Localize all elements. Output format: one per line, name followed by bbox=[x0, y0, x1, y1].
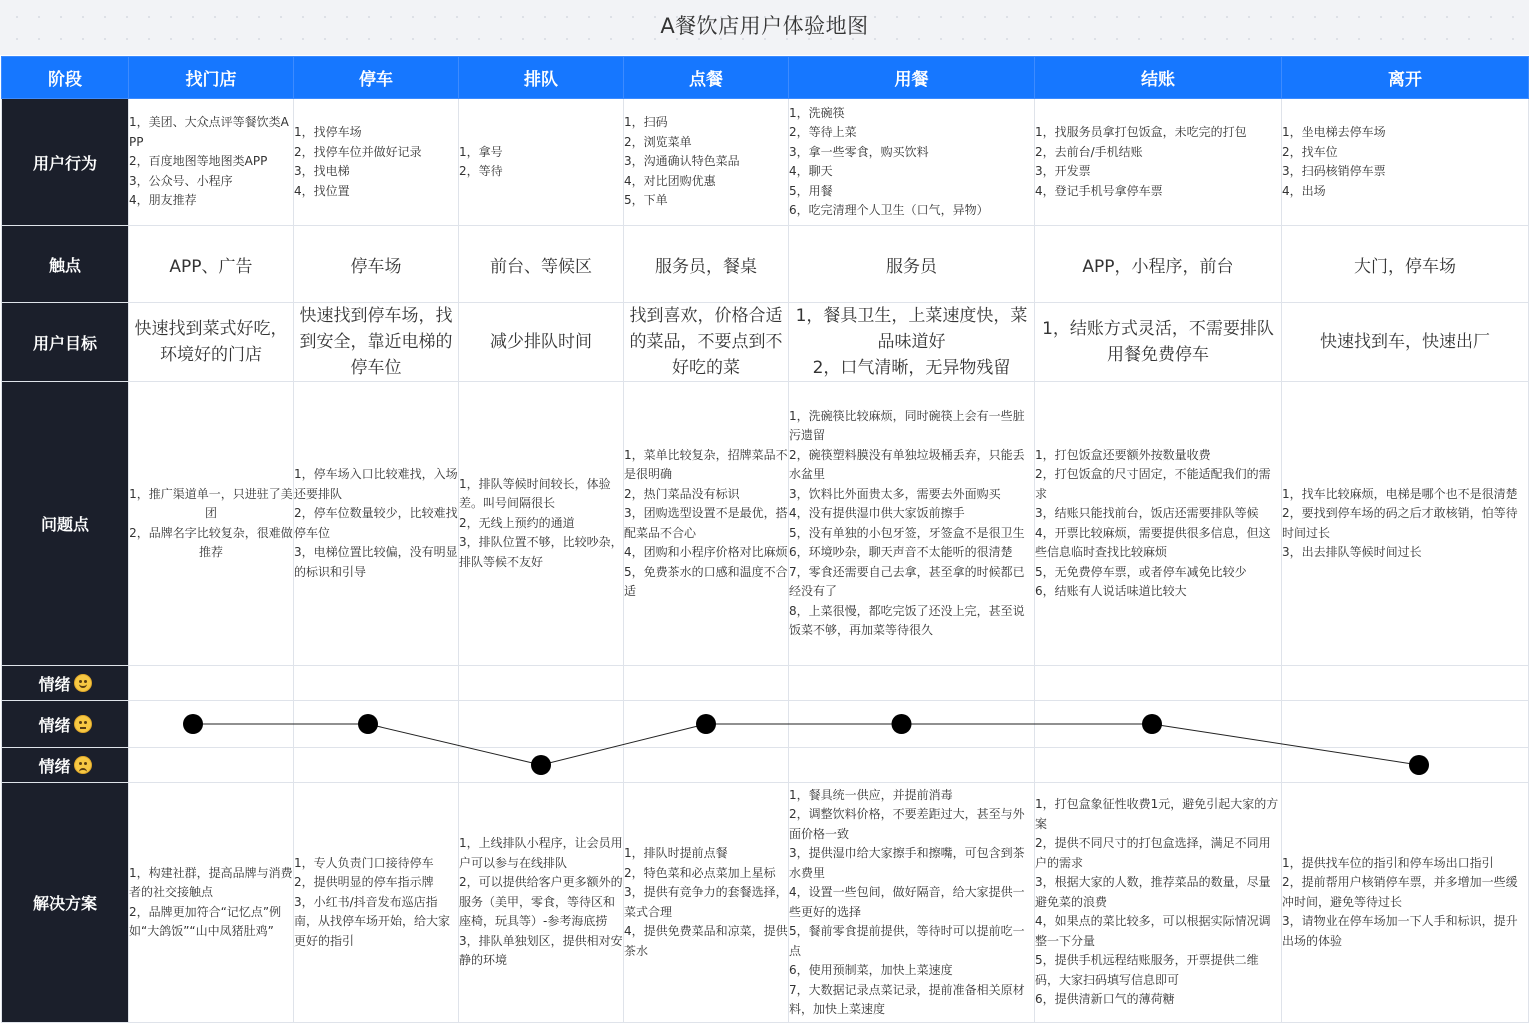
problems-item: 2，要找到停车场的码之后才敢核销，怕等待时间过长 bbox=[1282, 506, 1518, 540]
solutions-item: 1，排队时提前点餐 bbox=[624, 846, 728, 860]
goal-cell: 快速找到菜式好吃，环境好的门店 bbox=[129, 303, 294, 382]
stage-label: 阶段 bbox=[2, 57, 129, 99]
problems-item: 3，结账只能找前台，饭店还需要排队等候 bbox=[1035, 506, 1259, 520]
emotion-cell bbox=[789, 666, 1035, 701]
solutions-item: 5，提供手机远程结账服务，开票提供二维码，大家扫码填写信息即可 bbox=[1035, 953, 1259, 987]
emotion-cell bbox=[294, 666, 459, 701]
touchpoint-cell: 服务员 bbox=[789, 226, 1035, 303]
stage-header-row bbox=[2, 57, 1529, 99]
behaviors-item: 2，浏览菜单 bbox=[624, 134, 692, 149]
stage-header: 用餐 bbox=[789, 57, 1035, 99]
emotion-label-happy bbox=[2, 666, 129, 701]
solutions-item: 1，打包盒象征性收费1元，避免引起大家的方案 bbox=[1035, 797, 1279, 831]
solutions-item: 4，如果点的菜比较多，可以根据实际情况调整一下分量 bbox=[1035, 914, 1271, 948]
emotion-cell bbox=[129, 748, 294, 783]
goal-row bbox=[2, 303, 1529, 382]
emotion-row-sad bbox=[2, 748, 1529, 783]
solutions-item: 3，提供湿巾给大家擦手和擦嘴，可包含到茶水费里 bbox=[789, 846, 1025, 880]
solutions-item: 4，设置一些包间，做好隔音，给大家提供一些更好的选择 bbox=[789, 885, 1025, 919]
problems-item: 2，品牌名字比较复杂，很难做推荐 bbox=[129, 525, 293, 559]
behaviors-item: 3，公众号、小程序 bbox=[129, 173, 233, 188]
behaviors-item: 2，百度地图等地图类APP bbox=[129, 154, 268, 169]
problems-item: 3，电梯位置比较偏，没有明显的标识和引导 bbox=[294, 545, 458, 579]
emotion-cell bbox=[1282, 666, 1529, 701]
sad-face-icon bbox=[74, 756, 92, 774]
touchpoint-cell: 服务员，餐桌 bbox=[624, 226, 789, 303]
problems-item: 6，环境吵杂，聊天声音不太能听的很清楚 bbox=[789, 545, 1013, 559]
behaviors-cell bbox=[1282, 99, 1529, 226]
solutions-cell bbox=[459, 783, 624, 1023]
solutions-item: 3，排队单独划区，提供相对安静的环境 bbox=[459, 933, 623, 968]
emotion-row-neutral bbox=[2, 701, 1529, 748]
problems-cell bbox=[129, 382, 294, 666]
behaviors-item: 5，下单 bbox=[624, 193, 668, 208]
solutions-item: 2，提供明显的停车指示牌 bbox=[294, 875, 434, 890]
emotion-label-sad bbox=[2, 748, 129, 783]
behaviors-item: 5，用餐 bbox=[789, 183, 833, 198]
problems-item: 5，无免费停车票，或者停车减免比较少 bbox=[1035, 564, 1247, 579]
goal-cell: 快速找到停车场，找到安全，靠近电梯的停车位 bbox=[294, 303, 459, 382]
solutions-cell bbox=[1035, 783, 1282, 1023]
behaviors-cell bbox=[1035, 99, 1282, 226]
problems-cell bbox=[1035, 382, 1282, 666]
solutions-item: 1，上线排队小程序，让会员用户可以参与在线排队 bbox=[459, 836, 623, 870]
emotion-cell bbox=[624, 748, 789, 783]
problems-item: 5，没有单独的小包牙签，牙签盒不是很卫生 bbox=[789, 525, 1025, 540]
stage-header: 停车 bbox=[294, 57, 459, 99]
solutions-cell bbox=[294, 783, 459, 1023]
goal-cell: 减少排队时间 bbox=[459, 303, 624, 382]
problems-item: 1，洗碗筷比较麻烦，同时碗筷上会有一些脏污遗留 bbox=[789, 408, 1025, 442]
stage-header: 点餐 bbox=[624, 57, 789, 99]
behaviors-item: 1，找服务员拿打包饭盒，未吃完的打包 bbox=[1035, 125, 1247, 139]
behaviors-item: 2，找车位 bbox=[1282, 144, 1338, 159]
behaviors-item: 4，对比团购优惠 bbox=[624, 173, 716, 188]
problems-item: 8，上菜很慢，都吃完饭了还没上完，甚至说饭菜不够，再加菜等待很久 bbox=[789, 603, 1025, 637]
problems-item: 7，零食还需要自己去拿，甚至拿的时候都已经没有了 bbox=[789, 564, 1025, 598]
behaviors-item: 4，登记手机号拿停车票 bbox=[1035, 183, 1163, 198]
solutions-item: 1，构建社群，提高品牌与消费者的社交接触点 bbox=[129, 865, 293, 899]
emotion-cell bbox=[624, 701, 789, 748]
goal-cell: 1，餐具卫生，上菜速度快，菜品味道好 2，口气清晰，无异物残留 bbox=[789, 303, 1035, 382]
behaviors-cell bbox=[624, 99, 789, 226]
problems-cell bbox=[459, 382, 624, 666]
problem-row-label: 问题点 bbox=[2, 382, 129, 666]
solutions-item: 1，专人负责门口接待停车 bbox=[294, 855, 434, 870]
emotion-cell bbox=[1282, 748, 1529, 783]
solutions-item: 3，请物业在停车场加一下人手和标识，提升出场的体验 bbox=[1282, 914, 1518, 948]
problems-item: 3，出去排队等候时间过长 bbox=[1282, 545, 1422, 559]
solutions-item: 5，餐前零食提前提供，等待时可以提前吃一点 bbox=[789, 924, 1025, 958]
goal-cell: 找到喜欢，价格合适的菜品，不要点到不好吃的菜 bbox=[624, 303, 789, 382]
emotion-label-text: 情绪 bbox=[38, 756, 71, 776]
problems-item: 1，打包饭盒还要额外按数量收费 bbox=[1035, 447, 1211, 462]
emotion-cell bbox=[459, 748, 624, 783]
problems-item: 1，排队等候时间较长，体验差。叫号间隔很长 bbox=[459, 476, 611, 511]
solutions-item: 2，可以提供给客户更多额外的服务（美甲，零食，等待区和座椅，玩具等）-参考海底捞 bbox=[459, 875, 623, 929]
behaviors-item: 1，洗碗筷 bbox=[789, 105, 845, 120]
problems-item: 2，热门菜品没有标识 bbox=[624, 486, 740, 501]
problems-item: 2，碗筷塑料膜没有单独垃圾桶丢弃，只能丢水盆里 bbox=[789, 447, 1025, 481]
emotion-cell bbox=[129, 701, 294, 748]
behaviors-item: 3，扫码核销停车票 bbox=[1282, 164, 1386, 178]
solutions-item: 3，根据大家的人数，推荐菜品的数量，尽量避免菜的浪费 bbox=[1035, 875, 1271, 909]
emotion-row-happy bbox=[2, 666, 1529, 701]
emotion-cell bbox=[789, 748, 1035, 783]
neutral-face-icon bbox=[74, 715, 92, 733]
problems-item: 1，菜单比较复杂，招牌菜品不是很明确 bbox=[624, 447, 788, 481]
stage-header: 结账 bbox=[1035, 57, 1282, 99]
solutions-item: 2，品牌更加符合“记忆点”例如“大鸽饭”“山中凤猪肚鸡” bbox=[129, 904, 282, 938]
touchpoint-cell: 停车场 bbox=[294, 226, 459, 303]
touchpoint-row-label: 触点 bbox=[2, 226, 129, 303]
problems-cell bbox=[624, 382, 789, 666]
goal-row-label: 用户目标 bbox=[2, 303, 129, 382]
behaviors-item: 1，坐电梯去停车场 bbox=[1282, 125, 1386, 139]
solution-row bbox=[2, 783, 1529, 1023]
behaviors-item: 1，找停车场 bbox=[294, 125, 362, 139]
problems-cell bbox=[294, 382, 459, 666]
emotion-label-neutral bbox=[2, 701, 129, 748]
touchpoint-cell: APP、广告 bbox=[129, 226, 294, 303]
behaviors-item: 3，沟通确认特色菜品 bbox=[624, 154, 740, 169]
solutions-item: 4，提供免费菜品和凉菜，提供茶水 bbox=[624, 924, 788, 958]
solutions-item: 2，提前帮用户核销停车票，并多增加一些缓冲时间，避免等待过长 bbox=[1282, 875, 1518, 909]
emotion-cell bbox=[129, 666, 294, 701]
solutions-item: 7，大数据记录点菜记录，提前准备相关原材料，加快上菜速度 bbox=[789, 982, 1025, 1016]
emotion-label-text: 情绪 bbox=[38, 715, 71, 735]
emotion-cell bbox=[1282, 701, 1529, 748]
touchpoint-cell: APP，小程序，前台 bbox=[1035, 226, 1282, 303]
behaviors-item: 4，聊天 bbox=[789, 164, 833, 178]
happy-face-icon bbox=[74, 674, 92, 692]
problems-item: 2，停车位数量较少，比较难找停车位 bbox=[294, 506, 458, 540]
problems-item: 3，团购选型设置不是最优，搭配菜品不合心 bbox=[624, 506, 788, 540]
solutions-item: 3，提供有竞争力的套餐选择，菜式合理 bbox=[624, 885, 788, 919]
touchpoint-row bbox=[2, 226, 1529, 303]
emotion-cell bbox=[1035, 701, 1282, 748]
emotion-cell bbox=[1035, 748, 1282, 783]
emotion-cell bbox=[789, 701, 1035, 748]
problems-item: 1，停车场入口比较难找，入场还要排队 bbox=[294, 467, 458, 501]
goal-cell: 快速找到车，快速出厂 bbox=[1282, 303, 1529, 382]
behaviors-item: 3，拿一些零食，购买饮料 bbox=[789, 144, 929, 159]
emotion-cell bbox=[294, 748, 459, 783]
problems-item: 2，打包饭盒的尺寸固定，不能适配我们的需求 bbox=[1035, 467, 1271, 501]
behavior-row-label: 用户行为 bbox=[2, 99, 129, 226]
emotion-cell bbox=[459, 666, 624, 701]
behaviors-item: 2，等待上菜 bbox=[789, 125, 857, 139]
problem-row bbox=[2, 382, 1529, 666]
solutions-item: 1，提供找车位的指引和停车场出口指引 bbox=[1282, 855, 1494, 870]
behaviors-item: 6，吃完清理个人卫生（口气，异物） bbox=[789, 203, 989, 217]
solutions-cell bbox=[624, 783, 789, 1023]
solutions-item: 6，提供清新口气的薄荷糖 bbox=[1035, 992, 1175, 1007]
problems-item: 3，饮料比外面贵太多，需要去外面购买 bbox=[789, 486, 1001, 501]
behaviors-item: 3，开发票 bbox=[1035, 164, 1091, 178]
problems-item: 4，团购和小程序价格对比麻烦 bbox=[624, 545, 788, 559]
touchpoint-cell: 前台、等候区 bbox=[459, 226, 624, 303]
problems-item: 1，找车比较麻烦，电梯是哪个也不是很清楚 bbox=[1282, 486, 1518, 501]
solutions-cell bbox=[1282, 783, 1529, 1023]
problems-item: 4，没有提供湿巾供大家饭前擦手 bbox=[789, 506, 965, 520]
solutions-item: 1，餐具统一供应，并提前消毒 bbox=[789, 787, 953, 802]
solutions-cell bbox=[129, 783, 294, 1023]
behaviors-cell bbox=[294, 99, 459, 226]
emotion-cell bbox=[294, 701, 459, 748]
behaviors-item: 4，朋友推荐 bbox=[129, 193, 197, 208]
behaviors-cell bbox=[459, 99, 624, 226]
problems-item: 3，排队位置不够，比较吵杂，排队等候不友好 bbox=[459, 535, 623, 569]
problems-item: 6，结账有人说话味道比较大 bbox=[1035, 584, 1187, 598]
touchpoint-cell: 大门，停车场 bbox=[1282, 226, 1529, 303]
problems-cell bbox=[1282, 382, 1529, 666]
solutions-item: 3，小红书/抖音发布巡店指南，从找停车场开始，给大家更好的指引 bbox=[294, 894, 451, 948]
behaviors-item: 2，找停车位并做好记录 bbox=[294, 144, 422, 159]
behaviors-item: 2，去前台/手机结账 bbox=[1035, 144, 1143, 159]
behaviors-item: 1，扫码 bbox=[624, 115, 668, 130]
emotion-label-text: 情绪 bbox=[38, 674, 71, 694]
problems-cell bbox=[789, 382, 1035, 666]
behaviors-item: 4，出场 bbox=[1282, 183, 1326, 198]
solutions-item: 6，使用预制菜，加快上菜速度 bbox=[789, 963, 953, 977]
experience-map-table bbox=[1, 56, 1529, 1023]
solutions-item: 2，调整饮料价格，不要差距过大，甚至与外面价格一致 bbox=[789, 807, 1025, 841]
emotion-cell bbox=[1035, 666, 1282, 701]
problems-item: 4，开票比较麻烦，需要提供很多信息，但这些信息临时查找比较麻烦 bbox=[1035, 525, 1271, 559]
emotion-cell bbox=[624, 666, 789, 701]
solutions-item: 2，提供不同尺寸的打包盒选择，满足不同用户的需求 bbox=[1035, 836, 1271, 870]
behaviors-item: 2，等待 bbox=[459, 164, 503, 178]
emotion-cell bbox=[459, 701, 624, 748]
stage-header: 排队 bbox=[459, 57, 624, 99]
behaviors-item: 1，拿号 bbox=[459, 144, 503, 159]
problems-item: 1，推广渠道单一，只进驻了美团 bbox=[129, 486, 293, 520]
problems-item: 2，无线上预约的通道 bbox=[459, 515, 575, 530]
stage-header: 找门店 bbox=[129, 57, 294, 99]
behaviors-cell bbox=[789, 99, 1035, 226]
solutions-item: 2，特色菜和必点菜加上星标 bbox=[624, 865, 776, 880]
goal-cell: 1，结账方式灵活，不需要排队用餐免费停车 bbox=[1035, 303, 1282, 382]
problems-item: 5，免费茶水的口感和温度不合适 bbox=[624, 564, 788, 598]
behaviors-item: 3，找电梯 bbox=[294, 164, 350, 178]
behaviors-item: 4，找位置 bbox=[294, 183, 350, 198]
behaviors-item: 1，美团、大众点评等餐饮类APP bbox=[129, 115, 289, 149]
behaviors-cell bbox=[129, 99, 294, 226]
behavior-row bbox=[2, 99, 1529, 226]
solutions-cell bbox=[789, 783, 1035, 1023]
stage-header: 离开 bbox=[1282, 57, 1529, 99]
page-title: A餐饮店用户体验地图 bbox=[660, 14, 869, 38]
solution-row-label: 解决方案 bbox=[2, 783, 129, 1023]
